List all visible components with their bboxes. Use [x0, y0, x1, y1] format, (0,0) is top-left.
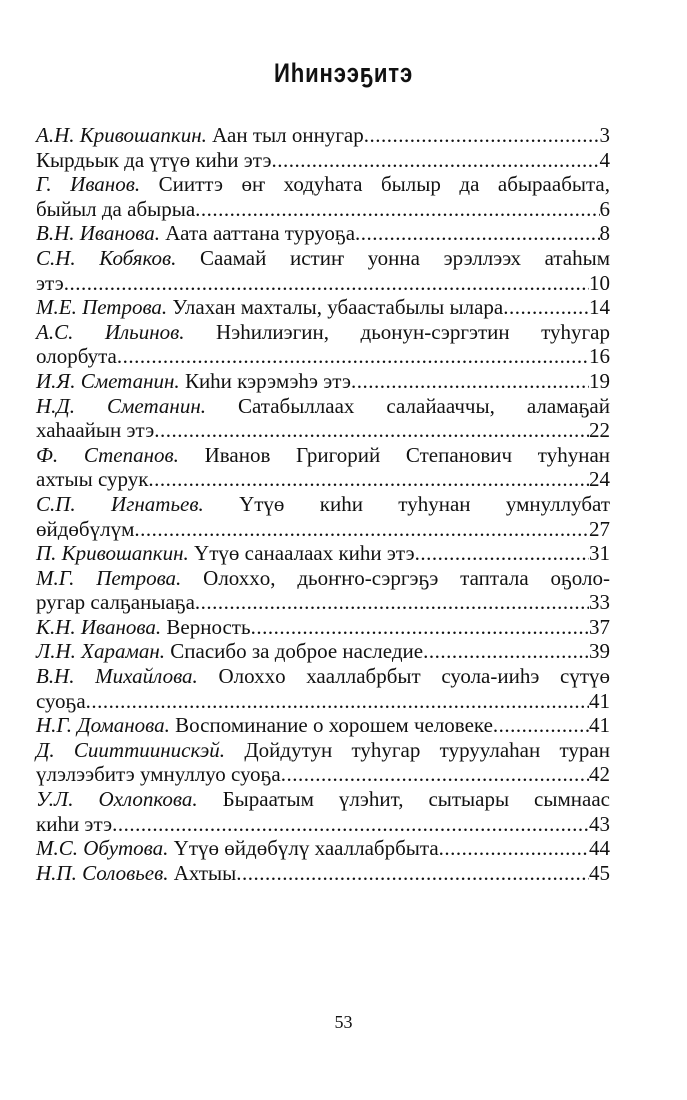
toc-leader-line: [36, 197, 610, 222]
toc-entry: [36, 787, 610, 836]
dot-leader: [195, 197, 599, 222]
toc-title-text: Быраатым үлэһит, сытыары сымнаас: [197, 787, 610, 812]
toc-title-text-wrap: [36, 762, 281, 787]
toc-page-number: 16: [589, 344, 610, 369]
toc-title-text: Спасибо за доброе наследие: [165, 639, 424, 664]
dot-leader: [493, 713, 589, 738]
toc-leader-line: [36, 221, 610, 246]
toc-author: В.Н. Михайлова.: [36, 664, 198, 689]
dot-leader: [117, 344, 589, 369]
toc-title-text-wrap: [36, 861, 236, 886]
toc-page-number: 37: [589, 614, 610, 639]
dot-leader: [86, 689, 589, 714]
toc-leader-line: [36, 762, 610, 787]
toc-title-text: Нэһилиэгин, дьонун-сэргэтин туһугар: [184, 319, 610, 344]
toc-title-line: [36, 172, 610, 197]
toc-leader-line: [36, 615, 610, 640]
toc-leader-line: [36, 418, 610, 443]
toc-title-text: Улахан махталы, убаастабылы ылара: [167, 295, 504, 320]
toc-title-text-wrap: [36, 221, 355, 246]
page-number: 53: [334, 1012, 353, 1032]
toc-title-text: Аан тыл оннугар: [206, 123, 364, 147]
toc-title-text: ругар салҕаныаҕа: [36, 590, 195, 615]
toc-title-text: Олохxо, дьоҥҥо-сэргэҕэ таптала оҕоло-: [181, 565, 610, 590]
toc-title-text: үлэлээбитэ умнуллуо суоҕа: [36, 762, 281, 787]
toc-entry: [36, 713, 610, 738]
toc-author: Н.Д. Сметанин.: [36, 393, 206, 418]
toc-title-text: олорбута: [36, 344, 117, 369]
toc-entry: [36, 836, 610, 861]
toc-entry: [36, 639, 610, 664]
dot-leader: [364, 123, 600, 148]
toc-author: Г. Иванов.: [36, 172, 141, 197]
dot-leader: [236, 861, 589, 886]
toc-title-text-wrap: [36, 123, 364, 148]
toc-page-number: 27: [589, 516, 610, 541]
table-of-contents: [36, 123, 610, 885]
dot-leader: [112, 812, 589, 837]
toc-title-text-wrap: [36, 639, 423, 664]
toc-page-number: 31: [589, 541, 610, 566]
toc-author: В.Н. Иванова.: [36, 221, 161, 246]
toc-page-number: 6: [599, 196, 610, 221]
toc-page-number: 43: [589, 811, 610, 836]
toc-author: Л.Н. Хараман.: [36, 639, 166, 664]
toc-title-text-wrap: [36, 148, 272, 173]
toc-title-text-wrap: [36, 467, 148, 492]
dot-leader: [154, 418, 589, 443]
toc-title-text: Дойдутун туһугар туруулаһан туран: [225, 737, 610, 762]
toc-leader-line: [36, 812, 610, 837]
dot-leader: [423, 639, 589, 664]
toc-title-text: Воспоминание о хорошем человеке: [169, 713, 493, 738]
toc-leader-line: [36, 467, 610, 492]
toc-leader-line: [36, 541, 610, 566]
toc-page-number: 22: [589, 418, 610, 443]
toc-title-text-wrap: [36, 812, 112, 837]
dot-leader: [351, 369, 589, 394]
toc-author: А.С. Ильинов.: [36, 319, 185, 344]
toc-page-number: 44: [589, 836, 610, 861]
toc-leader-line: [36, 123, 610, 148]
toc-title-text-wrap: [36, 418, 154, 443]
toc-leader-line: [36, 836, 610, 861]
toc-page-number: 41: [589, 713, 610, 738]
toc-leader-line: [36, 148, 610, 173]
toc-page-number: 19: [589, 368, 610, 393]
toc-author: С.Н. Кобяков.: [36, 245, 177, 270]
toc-page-number: 42: [589, 762, 610, 787]
toc-title-line: [36, 738, 610, 763]
toc-title-line: [36, 566, 610, 591]
toc-page-number: 39: [589, 639, 610, 664]
toc-title-text: Аата ааттана туруоҕа: [160, 221, 356, 246]
toc-title-text: өйдөбүлүм: [36, 516, 135, 541]
toc-author: К.Н. Иванова.: [36, 614, 162, 639]
toc-title-text: Үтүө киһи туһунан умнуллубат: [203, 491, 610, 516]
toc-title-text: киһи этэ: [36, 811, 113, 836]
toc-page-number: 33: [589, 590, 610, 615]
toc-author: Ф. Степанов.: [36, 442, 179, 467]
toc-entry: [36, 369, 610, 394]
toc-entry: [36, 566, 610, 615]
toc-entry: [36, 148, 610, 173]
toc-leader-line: [36, 271, 610, 296]
dot-leader: [415, 541, 589, 566]
toc-title-text-wrap: [36, 517, 134, 542]
page-title: Иһинээҕитэ: [273, 58, 413, 88]
toc-title-text: Сииттэ өҥ ходуһата былыр да абыраабыта,: [140, 172, 610, 197]
toc-title-line: [36, 664, 610, 689]
toc-title-text-wrap: [36, 271, 64, 296]
toc-title-text: ахтыы сурук: [36, 467, 149, 492]
dot-leader: [134, 517, 589, 542]
dot-leader: [64, 271, 589, 296]
toc-page-number: 45: [589, 860, 610, 885]
toc-entry: [36, 861, 610, 886]
toc-title-text: суоҕа: [36, 688, 86, 713]
dot-leader: [272, 148, 600, 173]
dot-leader: [281, 762, 589, 787]
toc-leader-line: [36, 295, 610, 320]
toc-author: Д. Сииттиинискэй.: [36, 737, 226, 762]
toc-author: М.Г. Петрова.: [36, 565, 182, 590]
toc-title-text: Кырдьык да үтүө киһи этэ: [36, 147, 272, 172]
toc-entry: [36, 320, 610, 369]
toc-leader-line: [36, 517, 610, 542]
toc-title-line: [36, 492, 610, 517]
toc-page-number: 3: [599, 123, 610, 147]
toc-entry: [36, 615, 610, 640]
toc-title-text-wrap: [36, 295, 503, 320]
toc-title-text-wrap: [36, 197, 195, 222]
toc-title-text: Олохxо хааллабрбыт суола-ииһэ сүтүө: [197, 664, 610, 689]
toc-title-text: хаһаайын этэ: [36, 418, 155, 443]
toc-author: М.С. Обутова.: [36, 836, 169, 861]
toc-title-line: [36, 246, 610, 271]
toc-title-text: Верность: [161, 614, 251, 639]
toc-title-text-wrap: [36, 713, 493, 738]
toc-entry: [36, 443, 610, 492]
toc-entry: [36, 492, 610, 541]
toc-title-text: Киһи кэрэмэһэ этэ: [179, 368, 352, 393]
toc-title-text-wrap: [36, 369, 351, 394]
toc-title-text: Ахтыы: [168, 860, 237, 885]
toc-title-text-wrap: [36, 344, 117, 369]
dot-leader: [148, 467, 589, 492]
toc-author: А.Н. Кривошапкин.: [36, 123, 207, 147]
toc-title-text: этэ: [36, 270, 64, 295]
toc-leader-line: [36, 689, 610, 714]
toc-page-number: 4: [599, 147, 610, 172]
toc-title-text: быйыл да абырыа: [36, 196, 196, 221]
toc-title-text: Иванов Григорий Степанович туһунан: [178, 442, 610, 467]
toc-entry: [36, 394, 610, 443]
toc-title-text: Сатабыллаах салайааччы, аламаҕай: [206, 393, 610, 418]
toc-entry: [36, 738, 610, 787]
toc-entry: [36, 172, 610, 221]
toc-page-number: 10: [589, 270, 610, 295]
toc-page-number: 24: [589, 467, 610, 492]
toc-leader-line: [36, 713, 610, 738]
toc-title-text: Үтүө өйдөбүлү хааллабрбыта: [168, 836, 439, 861]
dot-leader: [355, 221, 599, 246]
toc-title-text-wrap: [36, 836, 439, 861]
toc-leader-line: [36, 639, 610, 664]
toc-leader-line: [36, 369, 610, 394]
toc-leader-line: [36, 590, 610, 615]
toc-author: И.Я. Сметанин.: [36, 368, 180, 393]
toc-entry: [36, 295, 610, 320]
toc-title-text: Саамай истиҥ уонна эрэллээх атаһым: [176, 245, 611, 270]
dot-leader: [195, 590, 589, 615]
toc-title-line: [36, 320, 610, 345]
toc-entry: [36, 664, 610, 713]
dot-leader: [503, 295, 589, 320]
toc-author: У.Л. Охлопкова.: [36, 787, 198, 812]
toc-title-text: Үтүө санаалаах киһи этэ: [188, 541, 415, 566]
toc-page-number: 41: [589, 688, 610, 713]
toc-entry: [36, 123, 610, 148]
toc-title-text-wrap: [36, 689, 86, 714]
dot-leader: [439, 836, 589, 861]
toc-title-text-wrap: [36, 590, 195, 615]
toc-author: М.Е. Петрова.: [36, 295, 168, 320]
toc-page-number: 8: [599, 221, 610, 246]
toc-title-line: [36, 787, 610, 812]
toc-leader-line: [36, 861, 610, 886]
toc-title-line: [36, 394, 610, 419]
toc-page-number: 14: [589, 295, 610, 320]
toc-title-text-wrap: [36, 541, 415, 566]
toc-author: Н.П. Соловьев.: [36, 860, 169, 885]
dot-leader: [251, 615, 589, 640]
toc-title-line: [36, 443, 610, 468]
toc-leader-line: [36, 344, 610, 369]
toc-author: П. Кривошапкин.: [36, 541, 189, 566]
toc-title-text-wrap: [36, 615, 251, 640]
toc-entry: [36, 221, 610, 246]
toc-entry: [36, 541, 610, 566]
toc-author: Н.Г. Доманова.: [36, 713, 170, 738]
toc-entry: [36, 246, 610, 295]
toc-author: С.П. Игнатьев.: [36, 491, 204, 516]
